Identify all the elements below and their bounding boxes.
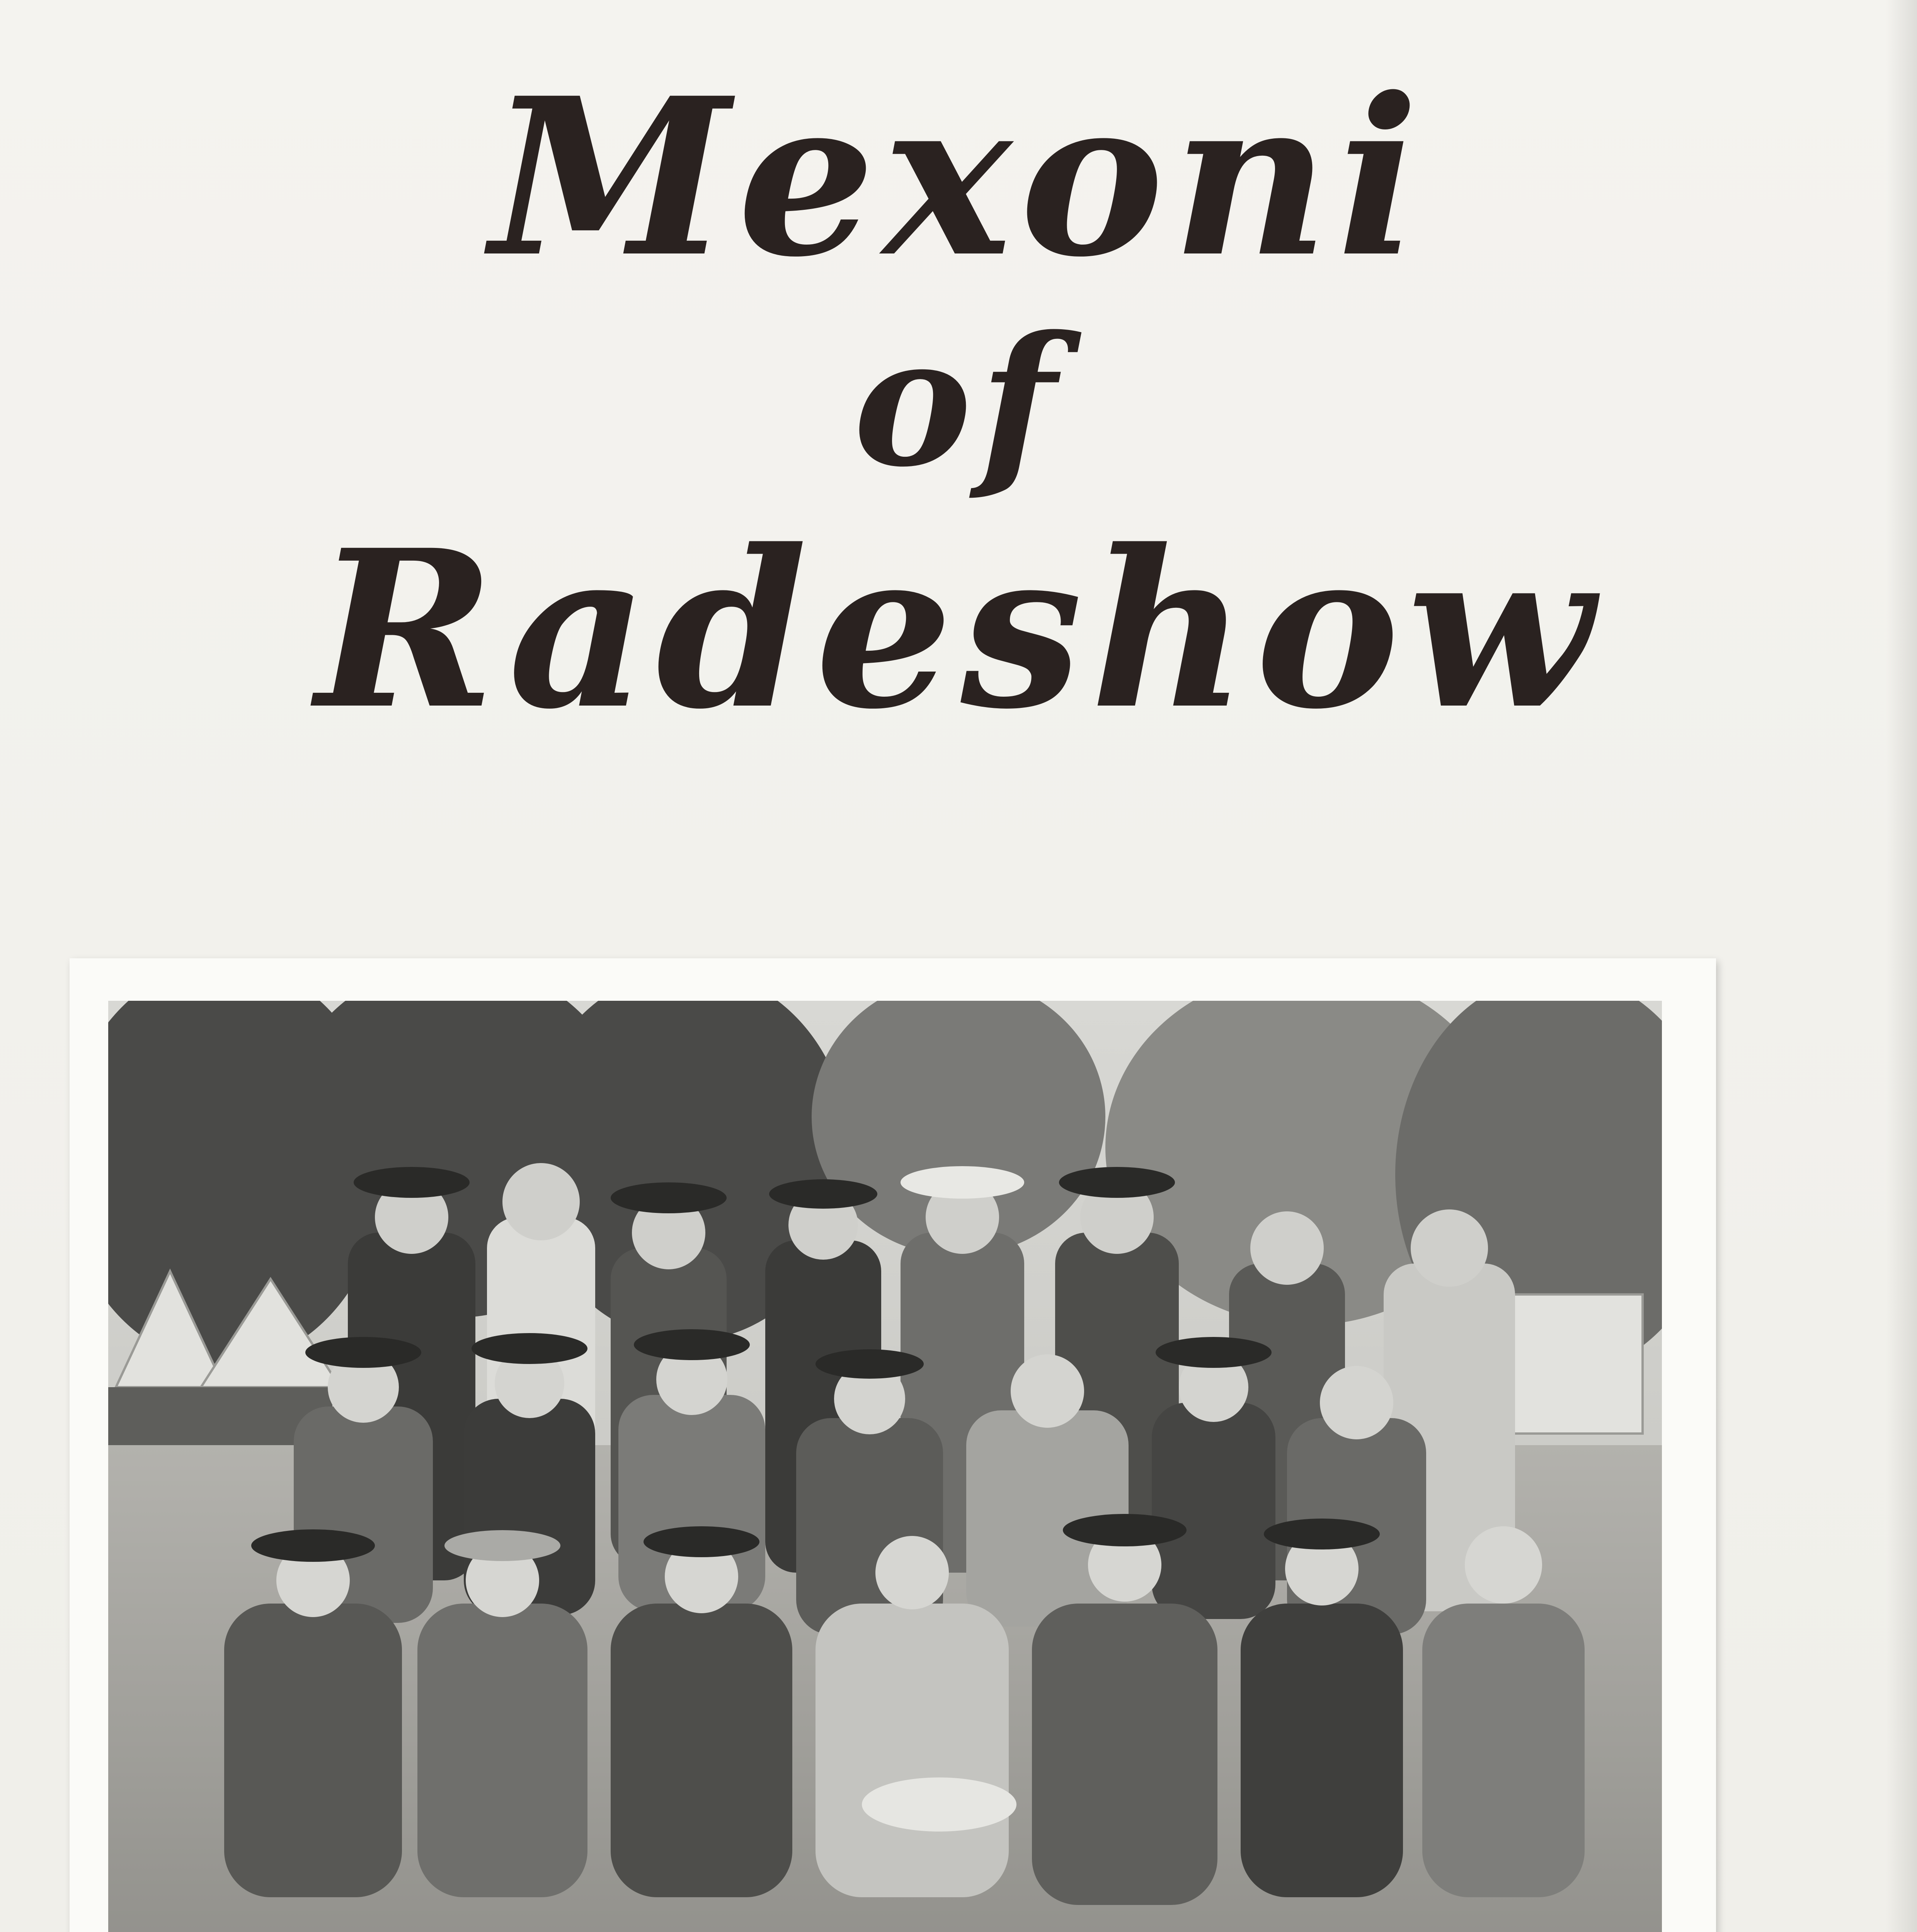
group-photo	[108, 1001, 1662, 1932]
title-line-3: Radeshow	[315, 503, 1602, 757]
title-line-1: Mexoni	[490, 51, 1427, 305]
group-photo-image	[108, 1001, 1662, 1932]
title-line-2: of	[853, 298, 1064, 506]
